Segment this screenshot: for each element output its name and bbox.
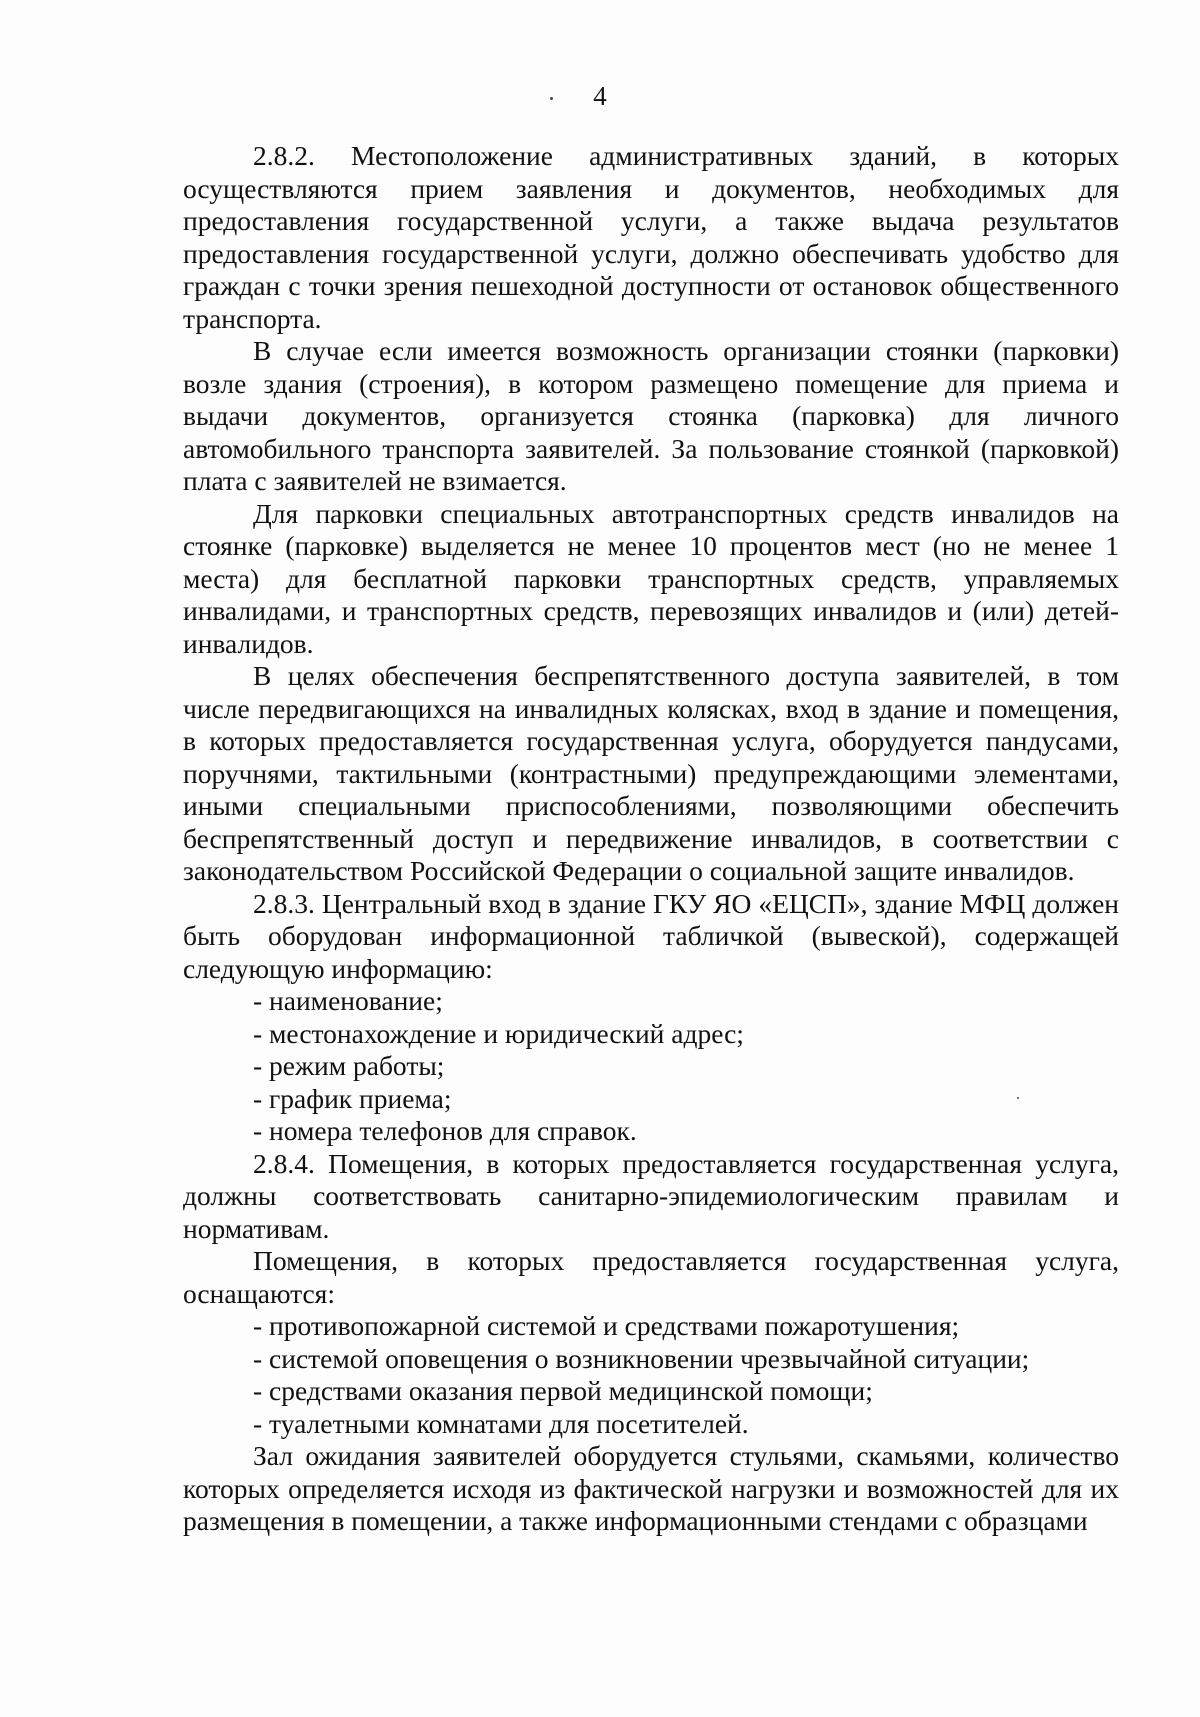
list-item: - туалетными комнатами для посетителей.: [253, 1407, 749, 1439]
list-item: - график приема;: [253, 1082, 452, 1114]
list-item: - местонахождение и юридический адрес;: [253, 1017, 744, 1049]
list-item: - средствами оказания первой медицинской помощи;: [253, 1375, 873, 1406]
paragraph-parking: В случае если имеется возможность организации стоянки (парковки) возле здания (строения), в котором размещено помещение для приема и выдачи документов, организуется стоянка (парковка) для личного автомобильного транспорта заявителей. За пользование стоянкой (парковкой) плата с заявителей не взимается.: [183, 335, 1119, 496]
paragraph-2-8-2: 2.8.2. Местоположение административных зданий, в которых осуществляются прием заявления и документов, необходимых для предоставления государственной услуги, а также выдача результатов предоставления государственной услуги, должно обеспечивать удобство для граждан с точки зрения пешеходной доступности от остановок общественного транспорта.: [183, 140, 1119, 334]
list-item: - противопожарной системой и средствами пожаротушения;: [253, 1310, 960, 1341]
paragraph-equipment: Помещения, в которых предоставляется государственная услуга, оснащаются:: [183, 1245, 1119, 1309]
paragraph-2-8-3: 2.8.3. Центральный вход в здание ГКУ ЯО «ЕЦСП», здание МФЦ должен быть оборудован информационной табличкой (вывеской), содержащей следующую информацию:: [183, 887, 1119, 984]
paragraph-disabled-parking: Для парковки специальных автотранспортных средств инвалидов на стоянке (парковке) выделяется не менее 10 процентов мест (но не менее 1 места) для бесплатной парковки транспортных средств, управляемых инвалидами, и транспортных средств, перевозящих инвалидов и (или) детей-инвалидов.: [183, 497, 1119, 659]
list-item: - системой оповещения о возникновении чрезвычайной ситуации;: [253, 1342, 1030, 1374]
list-item: - режим работы;: [253, 1050, 445, 1081]
paragraph-waiting-room: Зал ожидания заявителей оборудуется стульями, скамьями, количество которых определяется исходя из фактической нагрузки и возможностей для их размещения в помещении, а также информационными стендами с образцами: [183, 1440, 1119, 1536]
list-item: - номера телефонов для справок.: [253, 1115, 637, 1146]
paragraph-2-8-4: 2.8.4. Помещения, в которых предоставляется государственная услуга, должны соответствовать санитарно-эпидемиологическим правилам и нормативам.: [183, 1147, 1119, 1244]
page-number: 4: [593, 81, 607, 111]
list-item: - наименование;: [253, 985, 443, 1016]
paragraph-accessibility: В целях обеспечения беспрепятственного доступа заявителей, в том числе передвигающихся на инвалидных колясках, вход в здание и помещения, в которых предоставляется государственная услуга, оборудуется пандусами, поручнями, тактильными (контрастными) предупреждающими элементами, иными специальными приспособлениями, позволяющими обеспечить беспрепятственный доступ и передвижение инвалидов, в соответствии с законодательством Российской Федерации о социальной защите инвалидов.: [183, 660, 1119, 886]
document-body: [183, 140, 1119, 1538]
